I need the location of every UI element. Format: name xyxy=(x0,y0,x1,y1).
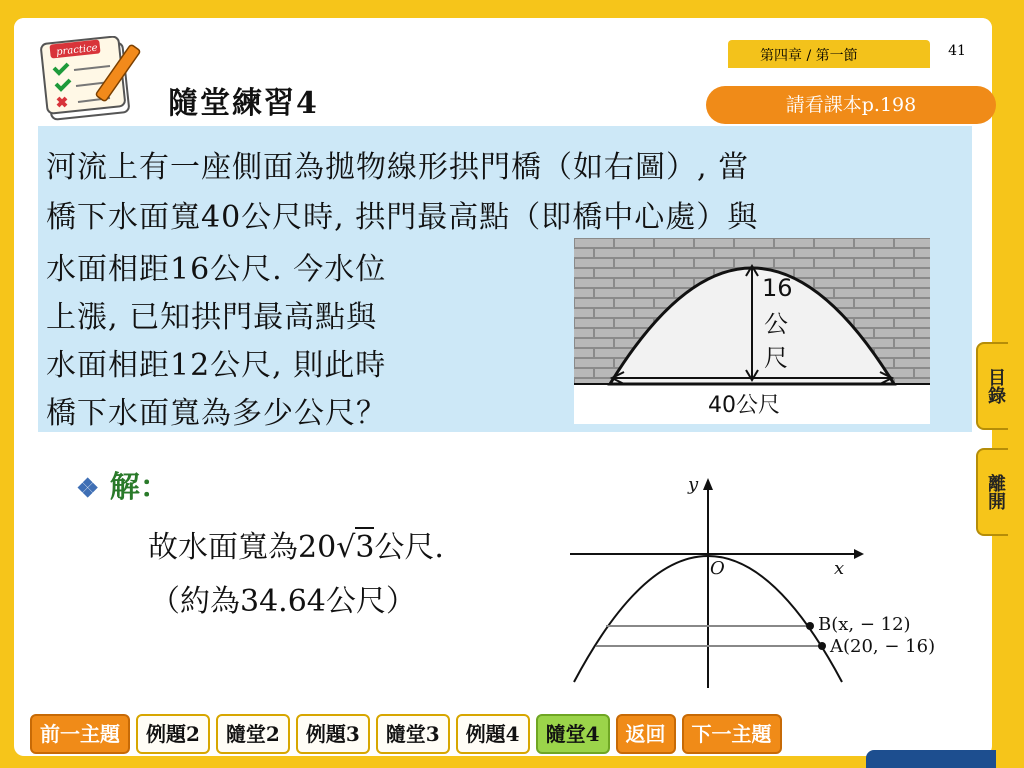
textbook-reference-button[interactable]: 請看課本p.198 xyxy=(706,86,996,124)
leave-tab[interactable]: 離開 xyxy=(976,448,1008,536)
problem-line: 橋下水面寬40公尺時, 拱門最高點（即橋中心處）與 xyxy=(46,200,759,235)
problem-line: 橋下水面寬為多少公尺？ xyxy=(46,396,387,431)
page-title: 隨堂練習4 xyxy=(168,86,319,121)
bottom-navigation xyxy=(30,714,782,754)
chapter-label: 第四章 / 第一節 xyxy=(760,48,858,64)
bridge-figure xyxy=(574,238,930,424)
figure-width-label: 40公尺 xyxy=(708,393,780,418)
problem-line: 上漲, 已知拱門最高點與 xyxy=(46,300,378,335)
practice-checklist-icon xyxy=(40,36,160,124)
page-number: 41 xyxy=(948,43,966,59)
practice4-button[interactable]: 隨堂4 xyxy=(536,714,610,754)
figure-height-label: 尺 xyxy=(764,344,788,372)
example2-button[interactable]: 例題2 xyxy=(136,714,210,754)
practice3-button[interactable]: 隨堂3 xyxy=(376,714,450,754)
approx-answer: （約為34.64公尺） xyxy=(150,584,416,619)
parabola-graph xyxy=(570,470,960,690)
point-b-label: B(x, − 12) xyxy=(818,614,911,635)
example4-button[interactable]: 例題4 xyxy=(456,714,530,754)
next-topic-button[interactable]: 下一主題 xyxy=(682,714,782,754)
answer-coef: 20 xyxy=(298,530,337,565)
sqrt-symbol: √ xyxy=(336,530,356,565)
answer-prefix: 故水面寬為 xyxy=(148,530,298,565)
prev-topic-button[interactable]: 前一主題 xyxy=(30,714,130,754)
figure-height-label: 公 xyxy=(764,310,788,338)
back-button[interactable]: 返回 xyxy=(616,714,676,754)
problem-line: 水面相距16公尺. 今水位 xyxy=(46,252,387,287)
solution-heading: 解： xyxy=(109,470,170,505)
origin-label: O xyxy=(710,558,725,579)
svg-text:practice: practice xyxy=(55,42,99,58)
problem-line: 河流上有一座側面為拋物線形拱門橋（如右圖）, 當 xyxy=(46,150,750,185)
answer-line xyxy=(148,522,444,566)
practice2-button[interactable]: 隨堂2 xyxy=(216,714,290,754)
example3-button[interactable]: 例題3 xyxy=(296,714,370,754)
solution-label xyxy=(76,462,170,506)
answer-radicand: 3 xyxy=(355,527,374,565)
y-axis-label: y xyxy=(688,474,699,495)
toc-tab[interactable]: 目錄 xyxy=(976,342,1008,430)
bullet-icon: ❖ xyxy=(76,474,100,504)
publisher-logo xyxy=(866,750,996,768)
point-a-label: A(20, − 16) xyxy=(830,636,936,657)
answer-suffix: 公尺. xyxy=(374,530,444,565)
x-axis-label: x xyxy=(834,558,845,579)
problem-line: 水面相距12公尺, 則此時 xyxy=(46,348,387,383)
figure-height-label: 16 xyxy=(762,274,793,302)
